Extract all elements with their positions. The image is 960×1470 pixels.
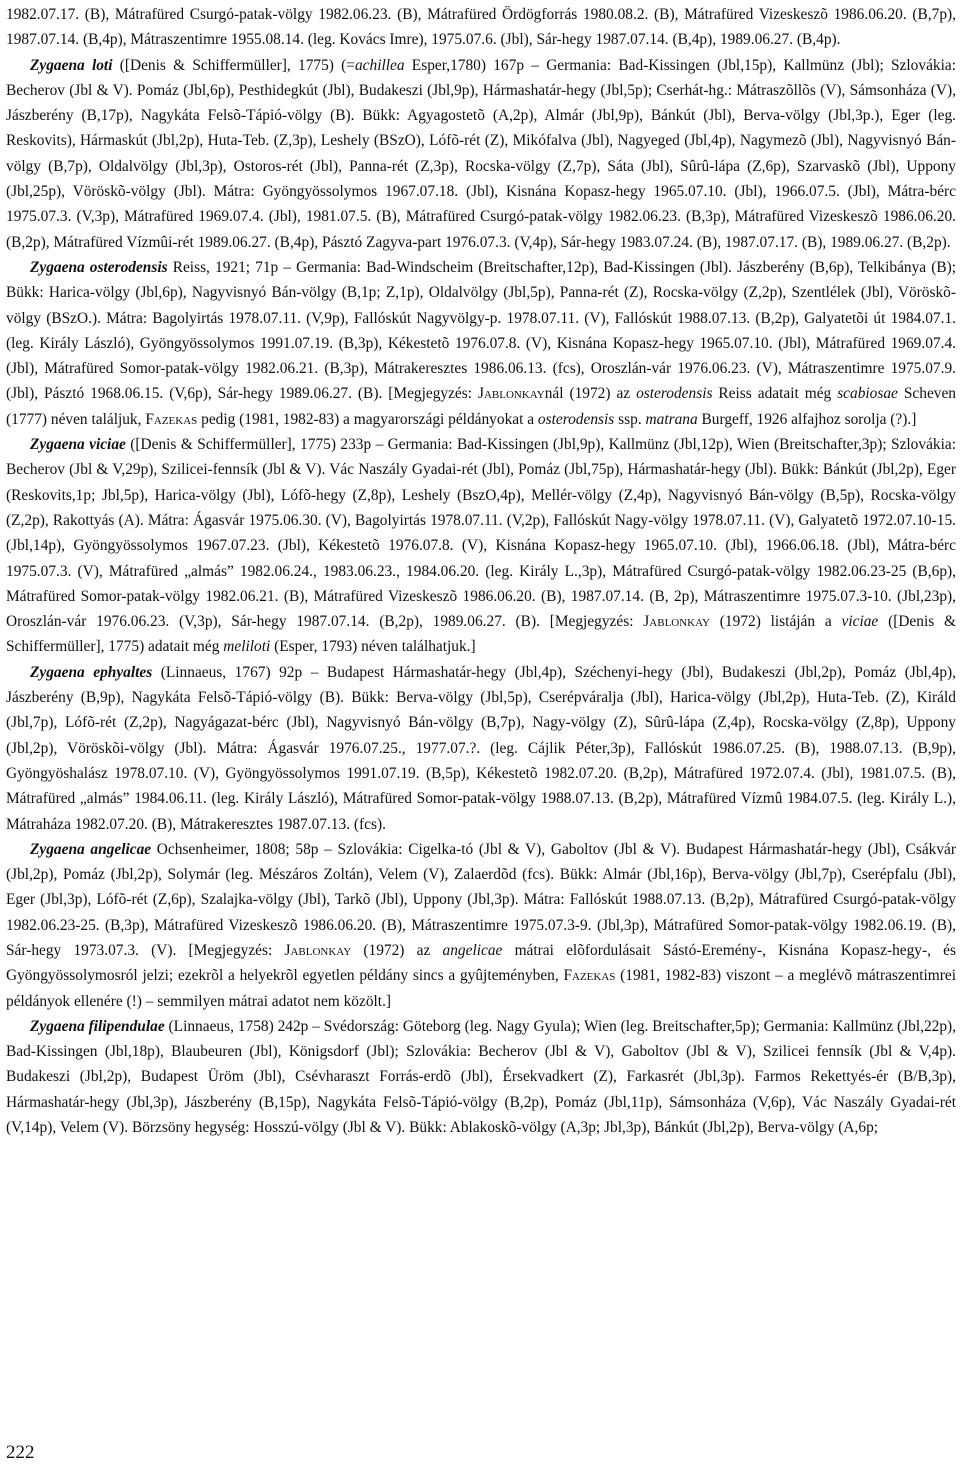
paragraph-zygaena-viciae bbox=[6, 432, 956, 660]
paragraph-zygaena-ephyaltes bbox=[6, 660, 956, 837]
text-run: ([Denis & Schiffermüller], 1775) (= bbox=[112, 56, 355, 74]
text-run: Burgeff, 1926 alfajhoz sorolja (?).] bbox=[697, 410, 917, 428]
text-run: (1972) listáján a bbox=[710, 613, 842, 631]
text-run: (Linnaeus, 1758) 242p – Svédország: Göteborg (leg. Nagy Gyula); Wien (leg. Breitschafter,5p); Germania: Kallmünz (Jbl,22p), Bad-Kissingen (Jbl,18p), Blaubeuren (Jbl), Königsdorf (Jbl); Szlovákia: Becherov (Jbl & V), Gaboltov (Jbl & V), Szilicei fennsík (Jbl & V,4p). Budakeszi (Jbl,2p), Budapest Üröm (Jbl), Csévharaszt Forrás-erdõ (Jbl), Érsekvadkert (Z), Farkasrét (Jbl,3p). Farmos Rekettyés-ér (B/B,3p), Hármashatár-hegy (Jbl,3p), Jászberény (B,15p), Nagykáta Felsõ-Tápió-völgy (B,2p), Pomáz (Jbl,11p), Sámsonháza (V,6p), Vác Naszály Gyadai-rét (V,14p), Velem (V). Börzsöny hegység: Hosszú-völgy (Jbl & V). Bükk: Ablakoskõ-völgy (A,3p; Jbl,3p), Bánkút (Jbl,2p), Berva-völgy (A,6p; bbox=[6, 1017, 957, 1137]
text-run: Reiss, 1921; 71p – Germania: Bad-Windscheim (Breitschafter,12p), Bad-Kissingen (Jbl). Jászberény (B,6p), Telkibánya (B); Bükk: Harica-völgy (Jbl,6p), Nagyvisnyó Bán-völgy (B,1p; Z,1p), Oldalvölgy (Jbl,5p), Panna-rét (Z), Rocska-völgy (Z,2p), Szentlélek (Jbl), Vöröskõ-völgy (BSzO.). Mátra: Bagolyirtás 1978.07.11. (V,9p), Fallóskút Nagyvölgy-p. 1978.07.11. (V), Fallóskút 1988.07.13. (B,2p), Galyatetõi út 1984.07.1. (leg. Király László), Gyöngyössolymos 1991.07.19. (B,3p), Kékestetõ 1976.07.8. (V), Kisnána Kopasz-hegy 1965.07.10. (Jbl), Mátrafüred 1969.07.4. (Jbl), Mátrafüred Somor-patak-völgy 1982.06.21. (B,3p), Mátrakeresztes 1986.06.13. (fcs), Oroszlán-vár 1976.06.23. (V), Mátraszentimre 1975.07.9. (Jbl), Pásztó 1968.06.15. (V,6p), Sár-hegy 1989.06.27. (B). [Megjegyzés: bbox=[6, 258, 957, 403]
author-citation: Jablonkay bbox=[643, 613, 710, 631]
paragraph-zygaena-loti bbox=[6, 53, 956, 255]
text-run: nál (1972) az bbox=[544, 385, 637, 403]
text-run: Esper,1780) 167p – Germania: Bad-Kissingen (Jbl,15p), Kallmünz (Jbl); Szlovákia: Becherov (Jbl & V). Pomáz (Jbl,6p), Pesthidegkút (Jbl), Budakeszi (Jbl,9p), Hármashatár-hegy (Jbl,5p); Cserhát-hg.: Mátraszõllõs (V), Sámsonháza (V), Jászberény (B,17p), Nagykáta Felsõ-Tápió-völgy (B). Bükk: Agyagostetõ (A,2p), Almár (Jbl,9p), Bánkút (Jbl), Berva-völgy (Jbl,3p.), Eger (leg. Reskovits), Hármaskút (Jbl,2p), Huta-Teb. (Z,3p), Leshely (BSzO), Lófõ-rét (Z), Mikófalva (Jbl), Nagyeged (Jbl,4p), Nagymezõ (Jbl), Nagyvisnyó Bán-völgy (B,7p), Oldalvölgy (Jbl,3p), Ostoros-rét (Jbl), Panna-rét (Z,3p), Rocska-völgy (Z,7p), Sáta (Jbl), Sûrû-lápa (Z,6p), Szarvaskõ (Jbl), Uppony (Jbl,25p), Vöröskõ-völgy (Jbl). Mátra: Gyöngyössolymos 1967.07.18. (Jbl), Kisnána Kopasz-hegy 1965.07.10. (Jbl), 1966.07.5. (Jbl), Mátra-bérc 1975.07.3. (V,3p), Mátrafüred 1969.07.4. (Jbl), 1981.07.5. (B), Mátrafüred Csurgó-patak-völgy 1982.06.23. (B,3p), Mátrafüred Vizeskeszõ 1986.06.20. (B,2p), Mátrafüred Vízmûi-rét 1989.06.27. (B,4p), Pásztó Zagyva-part 1976.07.3. (V,4p), Sár-hegy 1983.07.24. (B), 1987.07.17. (B), 1989.06.27. (B,2p). bbox=[6, 56, 956, 251]
text-run: (Esper, 1793) néven találhatjuk.] bbox=[270, 638, 476, 656]
text-body bbox=[6, 2, 956, 1140]
paragraph-zygaena-filipendulae bbox=[6, 1014, 956, 1140]
species-name: Zygaena angelicae bbox=[30, 840, 152, 858]
author-citation: Jablonkay bbox=[284, 941, 352, 959]
text-run: ([Denis & Schiffermüller], 1775) 233p – Germania: Bad-Kissingen (Jbl,9p), Kallmünz (Jbl,12p), Wien (Breitschafter,3p); Szlovákia: Becherov (Jbl & V,29p), Szilicei-fennsík (Jbl & V). Vác Naszály Gyadai-rét (Jbl), Pomáz (Jbl,75p), Hármashatár-hegy (Jbl). Bükk: Bánkút (Jbl,2p), Eger (Reskovits,1p; Jbl,5p), Harica-völgy (Jbl), Lófõ-hegy (Z,8p), Leshely (BszO,4p), Mellér-völgy (Z,4p), Nagyvisnyó Bán-völgy (B,5p), Rocska-völgy (Z,2p), Rakottyás (A). Mátra: Ágasvár 1975.06.30. (V), Bagolyirtás 1978.07.11. (V,2p), Fallóskút Nagy-völgy 1978.07.11. (V), Galyatetõ 1972.07.10-15. (Jbl,14p), Gyöngyössolymos 1967.07.23. (Jbl), Kékestetõ 1976.07.8. (V), Kisnána Kopasz-hegy 1965.07.10. (Jbl), 1966.06.18. (Jbl), Mátra-bérc 1975.07.3. (V), Mátrafüred „almás” 1982.06.24., 1983.06.23., 1984.06.20. (leg. Király L.,3p), Mátrafüred Csurgó-patak-völgy 1982.06.23-25 (B,6p), Mátrafüred Somor-patak-völgy 1982.06.21. (B), Mátrafüred Vizeskeszõ 1986.06.20. (B), 1987.07.14. (B, 2p), Mátraszentimre 1975.07.3-10. (Jbl,23p), Oroszlán-vár 1976.06.23. (V,3p), Sár-hegy 1987.07.14. (B,2p), 1989.06.27. (B). [Megjegyzés: bbox=[6, 436, 956, 631]
text-run: ssp. bbox=[614, 410, 646, 428]
text-run: Reiss adatait még bbox=[712, 385, 838, 403]
text-run: ([Denis & Schiffermüller], 1775) adatait még bbox=[6, 613, 956, 656]
text-run: (Linnaeus, 1767) 92p – Budapest Hármashatár-hegy (Jbl,4p), Széchenyi-hegy (Jbl), Budakeszi (Jbl,2p), Pomáz (Jbl,4p), Jászberény (B,9p), Nagykáta Felsõ-Tápió-völgy (B). Bükk: Berva-völgy (Jbl,5p), Cserépváralja (Jbl), Harica-völgy (Jbl,2p), Huta-Teb. (Z), Királd (Jbl,7p), Lófõ-rét (Z,2p), Nagyágazat-bérc (Jbl), Nagyvisnyó Bán-völgy (B,7p), Nagy-völgy (Z), Sûrû-lápa (Z,4p), Rocska-völgy (Z,8p), Uppony (Jbl,2p), Vöröskõi-völgy (Jbl). Mátra: Ágasvár 1976.07.25., 1977.07.?. (leg. Cájlik Péter,3p), Fallóskút 1986.07.25. (B), 1988.07.13. (B,9p), Gyöngyöshalász 1978.07.10. (V), Gyöngyössolymos 1991.07.19. (B,5p), Kékestetõ 1982.07.20. (B,2p), Mátrafüred 1972.07.4. (Jbl), 1981.07.5. (B), Mátrafüred „almás” 1984.06.11. (leg. Király László), Mátrafüred Somor-patak-völgy 1988.07.13. (B,2p), Mátrafüred Vízmû 1984.07.5. (leg. Király L.), Mátraháza 1982.07.20. (B), Mátrakeresztes 1987.07.13. (fcs). bbox=[6, 663, 957, 833]
page-number: 222 bbox=[6, 1442, 35, 1463]
paragraph-zygaena-angelicae bbox=[6, 837, 956, 1014]
italic-term: meliloti bbox=[223, 638, 271, 656]
italic-term: achillea bbox=[354, 56, 405, 74]
page-text bbox=[6, 2, 956, 1140]
text-run: pedig (1981, 1982-83) a magyarországi példányokat a bbox=[197, 410, 538, 428]
text-run: (1981, 1982-83) viszont – a meglévõ mátraszentimrei példányok ellenére (!) – semmilyen mátrai adatot nem közölt.] bbox=[6, 967, 956, 1010]
species-name: Zygaena ephyaltes bbox=[30, 663, 153, 681]
italic-term: matrana bbox=[645, 410, 698, 428]
text-run: Ochsenheimer, 1808; 58p – Szlovákia: Cigelka-tó (Jbl & V), Gaboltov (Jbl & V). Budapest Hármashatár-hegy (Jbl), Csákvár (Jbl,2p), Pomáz (Jbl,2p), Solymár (leg. Mészáros Zoltán), Velem (V), Zalaerdõd (fcs). Bükk: Almár (Jbl,16p), Berva-völgy (Jbl,7p), Cserépfalu (Jbl), Eger (Jbl,3p), Lófõ-rét (Z,6p), Szalajka-völgy (Jbl), Tarkõ (Jbl), Uppony (Jbl,3p). Mátra: Fallóskút 1988.07.13. (B,2p), Mátrafüred Csurgó-patak-völgy 1982.06.23-25. (B,3p), Mátrafüred Vizeskeszõ 1986.06.20. (B), Mátraszentimre 1975.07.3-9. (Jbl,3p), Mátrafüred Somor-patak-völgy 1982.06.19. (B), Sár-hegy 1973.07.3. (V). [Megjegyzés: bbox=[6, 840, 956, 959]
author-citation: Fazekas bbox=[145, 410, 198, 428]
paragraph-continued bbox=[6, 2, 956, 53]
italic-term: osterodensis bbox=[537, 410, 615, 428]
paragraph-zygaena-osterodensis bbox=[6, 255, 956, 432]
text-run: 1982.07.17. (B), Mátrafüred Csurgó-patak-völgy 1982.06.23. (B), Mátrafüred Ördögforrás 1980.08.2. (B), Mátrafüred Vizeskeszõ 1986.06.20. (B,7p), 1987.07.14. (B,4p), Mátraszentimre 1955.08.14. (leg. Kovács Imre), 1975.07.6. (Jbl), Sár-hegy 1987.07.14. (B,4p), 1989.06.27. (B,4p). bbox=[6, 6, 956, 49]
italic-term: scabiosae bbox=[837, 385, 898, 403]
italic-term: angelicae bbox=[442, 941, 503, 959]
text-run: (1972) az bbox=[351, 941, 443, 959]
species-name: Zygaena loti bbox=[30, 56, 113, 74]
text-run: mátrai elõfordulásait Sástó-Eremény-, Kisnána Kopasz-hegy-, és Gyöngyössolymosról jelzi; ezekrõl a helyekrõl egyetlen példány sincs a gyûjteményben, bbox=[6, 941, 956, 985]
italic-term: viciae bbox=[841, 613, 879, 631]
author-citation: Jablonkay bbox=[477, 385, 545, 403]
species-name: Zygaena filipendulae bbox=[30, 1017, 165, 1035]
species-name: Zygaena viciae bbox=[30, 436, 126, 454]
species-name: Zygaena osterodensis bbox=[30, 258, 168, 276]
author-citation: Fazekas bbox=[563, 967, 616, 985]
italic-term: osterodensis bbox=[636, 385, 713, 403]
text-run: Scheven (1777) néven találjuk, bbox=[6, 385, 956, 428]
